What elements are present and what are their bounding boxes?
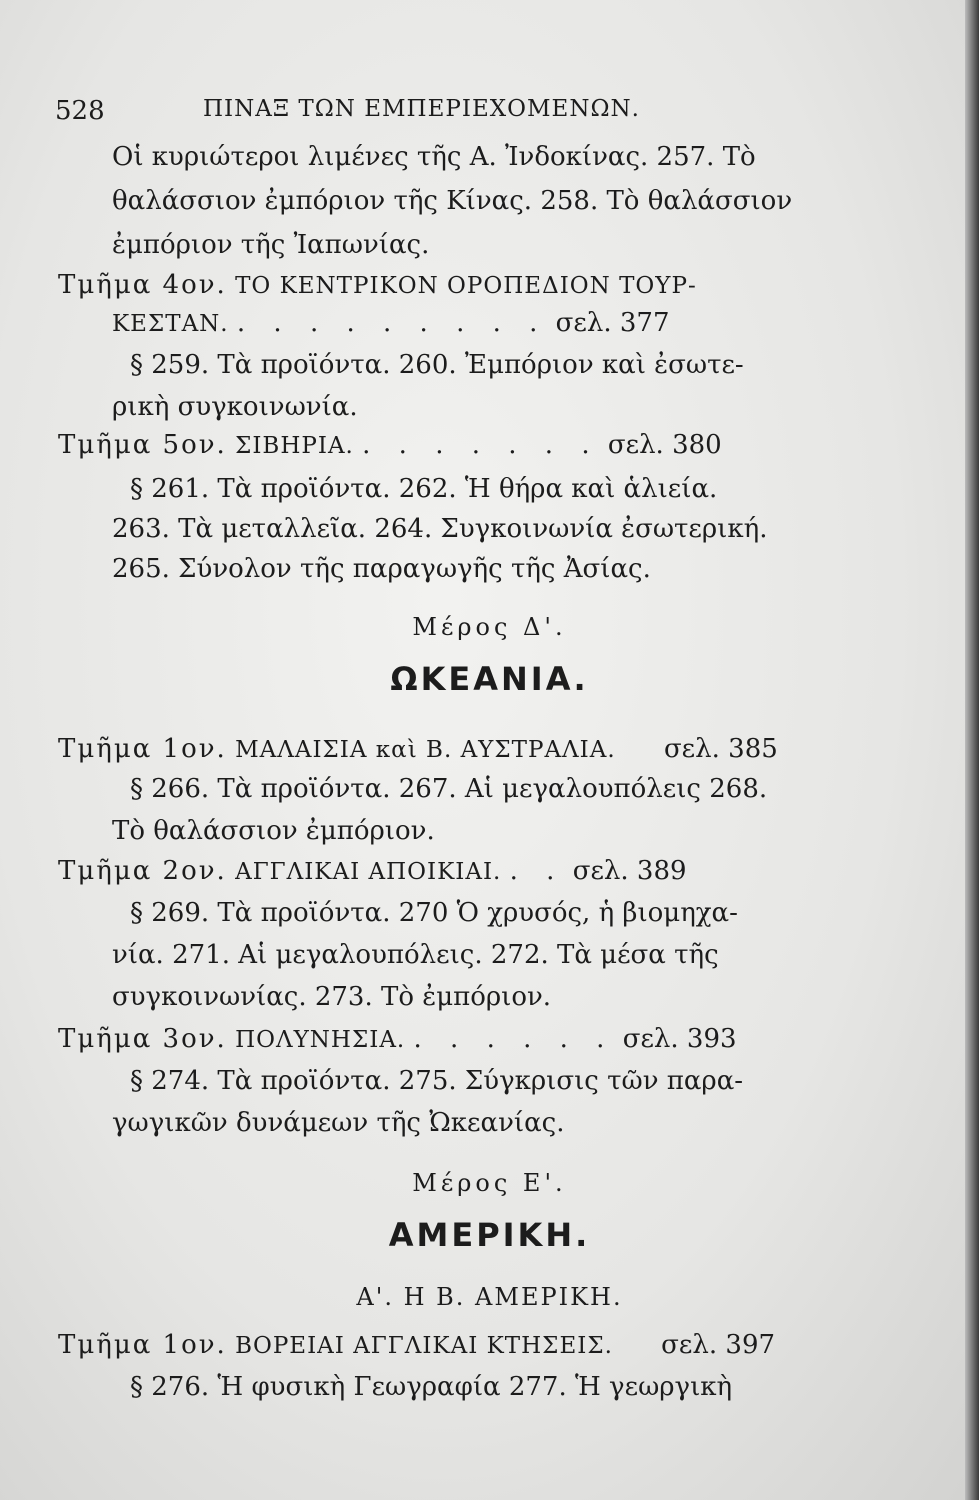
text-line: § 269. Τὰ προϊόντα. 270 Ὁ χρυσός, ἡ βιομηχα- bbox=[130, 898, 738, 928]
toc-entry-america-1 bbox=[58, 1328, 775, 1363]
text-line: § 266. Τὰ προϊόντα. 267. Αἱ μεγαλουπόλεις 268. bbox=[130, 774, 768, 804]
text-line: θαλάσσιον ἐμπόριον τῆς Κίνας. 258. Τὸ θαλάσσιον bbox=[112, 186, 793, 216]
dot-leader: . . . . . . bbox=[413, 1024, 615, 1054]
section-title: ΜΑΛΑΙΣΙΑ καὶ Β. ΑΥΣΤΡΑΛΙΑ. bbox=[235, 737, 616, 763]
text-line: 263. Τὰ μεταλλεῖα. 264. Συγκοινωνία ἐσωτερική. bbox=[112, 514, 768, 544]
text-line: συγκοινωνίας. 273. Τὸ ἐμπόριον. bbox=[112, 982, 552, 1012]
part-heading: Μέρος Ε'. bbox=[412, 1169, 567, 1197]
toc-entry-section-4 bbox=[58, 268, 697, 303]
text-line: § 259. Τὰ προϊόντα. 260. Ἐμπόριον καὶ ἐσωτε- bbox=[130, 350, 744, 380]
toc-entry-oceania-1 bbox=[58, 732, 778, 767]
part-title: ΩΚΕΑΝΙΑ. bbox=[390, 660, 589, 698]
book-spine-shadow bbox=[965, 0, 979, 1500]
dot-leader: . . . . . . . . . bbox=[236, 308, 548, 338]
toc-entry-section-4-cont bbox=[112, 306, 670, 341]
text-line: § 274. Τὰ προϊόντα. 275. Σύγκρισις τῶν παρα- bbox=[130, 1066, 744, 1096]
running-title: ΠΙΝΑΞ ΤΩΝ ΕΜΠΕΡΙΕΧΟΜΕΝΩΝ. bbox=[203, 96, 640, 122]
section-title-cont: ΚΕΣΤΑΝ. bbox=[112, 311, 229, 337]
page-number: 528 bbox=[55, 96, 105, 126]
text-line: ἐμπόριον τῆς Ἰαπωνίας. bbox=[112, 230, 430, 260]
text-line: § 261. Τὰ προϊόντα. 262. Ἡ θήρα καὶ ἁλιεία. bbox=[130, 474, 718, 504]
part-title: ΑΜΕΡΙΚΗ. bbox=[388, 1216, 591, 1254]
section-label: Τμῆμα 4ον. bbox=[58, 270, 227, 300]
page-reference: σελ. 385 bbox=[663, 734, 778, 764]
text-line: 265. Σύνολον τῆς παραγωγῆς τῆς Ἀσίας. bbox=[112, 554, 651, 584]
section-title: ΒΟΡΕΙΑΙ ΑΓΓΛΙΚΑΙ ΚΤΗΣΕΙΣ. bbox=[235, 1333, 613, 1359]
text-line: Τὸ θαλάσσιον ἐμπόριον. bbox=[112, 816, 435, 846]
text-line: Οἱ κυριώτεροι λιμένες τῆς Α. Ἰνδοκίνας. 257. Τὸ bbox=[112, 142, 756, 172]
dot-leader: . . bbox=[509, 856, 565, 886]
section-title: ΑΓΓΛΙΚΑΙ ΑΠΟΙΚΙΑΙ. bbox=[235, 859, 502, 885]
page-reference: σελ. 380 bbox=[607, 430, 722, 460]
text-line: ρικὴ συγκοινωνία. bbox=[112, 392, 358, 422]
section-title: ΤΟ ΚΕΝΤΡΙΚΟΝ ΟΡΟΠΕΔΙΟΝ ΤΟΥΡ- bbox=[235, 273, 697, 299]
page-header bbox=[55, 96, 855, 136]
section-title: ΠΟΛΥΝΗΣΙΑ. bbox=[235, 1027, 406, 1053]
sub-heading: Α'. Η Β. ΑΜΕΡΙΚΗ. bbox=[356, 1283, 623, 1311]
section-title: ΣΙΒΗΡΙΑ. bbox=[235, 433, 354, 459]
text-line: § 276. Ἡ φυσικὴ Γεωγραφία 277. Ἡ γεωργικὴ bbox=[130, 1372, 733, 1402]
toc-entry-section-5 bbox=[58, 428, 722, 463]
section-label: Τμῆμα 3ον. bbox=[58, 1024, 227, 1054]
page-reference: σελ. 393 bbox=[622, 1024, 737, 1054]
dot-leader: . . . . . . . bbox=[362, 430, 600, 460]
section-label: Τμῆμα 2ον. bbox=[58, 856, 227, 886]
toc-entry-oceania-2 bbox=[58, 854, 687, 889]
toc-entry-oceania-3 bbox=[58, 1022, 737, 1057]
page-reference: σελ. 377 bbox=[555, 308, 670, 338]
part-heading: Μέρος Δ'. bbox=[412, 613, 567, 641]
text-line: νία. 271. Αἱ μεγαλουπόλεις. 272. Τὰ μέσα τῆς bbox=[112, 940, 719, 970]
section-label: Τμῆμα 5ον. bbox=[58, 430, 227, 460]
section-label: Τμῆμα 1ον. bbox=[58, 734, 227, 764]
section-label: Τμῆμα 1ον. bbox=[58, 1330, 227, 1360]
page-reference: σελ. 397 bbox=[661, 1330, 776, 1360]
page-reference: σελ. 389 bbox=[572, 856, 687, 886]
text-line: γωγικῶν δυνάμεων τῆς Ὠκεανίας. bbox=[112, 1108, 565, 1138]
